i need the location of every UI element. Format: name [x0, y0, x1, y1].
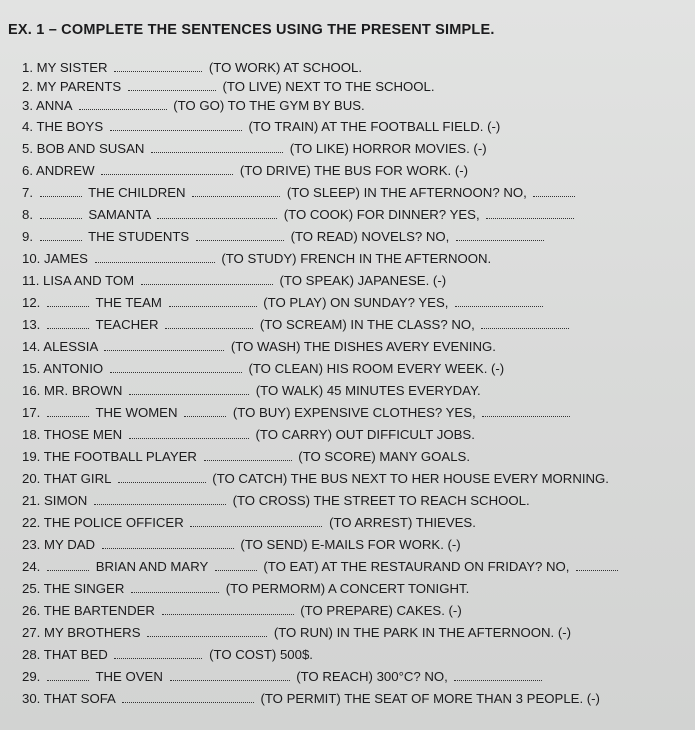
short-answer-blank[interactable] — [482, 405, 570, 417]
item-number: 16. — [22, 383, 41, 398]
sentence-25 — [22, 580, 469, 598]
item-verb-phrase: (TO WALK) 45 MINUTES EVERYDAY. — [255, 383, 481, 398]
answer-blank[interactable] — [192, 185, 280, 197]
question-blank[interactable] — [47, 669, 89, 681]
item-verb-phrase: (TO LIVE) NEXT TO THE SCHOOL. — [222, 79, 435, 94]
sentence-23 — [22, 536, 461, 554]
item-verb-phrase: (TO BUY) EXPENSIVE CLOTHES? YES, — [232, 405, 476, 420]
item-verb-phrase: (TO TRAIN) AT THE FOOTBALL FIELD. (-) — [248, 119, 501, 134]
item-number: 26. — [22, 603, 41, 618]
item-number: 17. — [22, 405, 41, 420]
sentence-2 — [22, 78, 435, 96]
answer-blank[interactable] — [215, 559, 257, 571]
sentence-28 — [22, 646, 313, 664]
item-number: 9. — [22, 229, 33, 244]
item-subject: THAT BED — [43, 647, 108, 662]
item-subject: TEACHER — [95, 317, 159, 332]
item-number: 23. — [22, 537, 41, 552]
item-number: 6. — [22, 163, 33, 178]
sentence-26 — [22, 602, 462, 620]
item-verb-phrase: (TO ARREST) THIEVES. — [329, 515, 476, 530]
item-verb-phrase: (TO CARRY) OUT DIFFICULT JOBS. — [255, 427, 475, 442]
item-subject: MY DAD — [44, 537, 96, 552]
answer-blank[interactable] — [169, 295, 257, 307]
item-subject: THE FOOTBALL PLAYER — [43, 449, 197, 464]
answer-blank[interactable] — [114, 647, 202, 659]
item-verb-phrase: (TO REACH) 300°C? NO, — [296, 669, 448, 684]
item-number: 29. — [22, 669, 41, 684]
sentence-18 — [22, 426, 475, 444]
item-number: 15. — [22, 361, 41, 376]
answer-blank[interactable] — [118, 471, 206, 483]
item-subject: THE BARTENDER — [43, 603, 155, 618]
item-number: 30. — [22, 691, 41, 706]
item-subject: ANNA — [35, 98, 72, 113]
sentence-5 — [22, 140, 487, 158]
answer-blank[interactable] — [79, 98, 167, 110]
item-verb-phrase: (TO SLEEP) IN THE AFTERNOON? NO, — [286, 185, 527, 200]
item-number: 8. — [22, 207, 33, 222]
item-verb-phrase: (TO WASH) THE DISHES AVERY EVENING. — [230, 339, 496, 354]
item-subject: MY SISTER — [36, 60, 108, 75]
answer-blank[interactable] — [162, 603, 294, 615]
answer-blank[interactable] — [204, 449, 292, 461]
answer-blank[interactable] — [147, 625, 267, 637]
answer-blank[interactable] — [102, 537, 234, 549]
sentence-21 — [22, 492, 530, 510]
item-number: 28. — [22, 647, 41, 662]
item-number: 18. — [22, 427, 41, 442]
sentence-29 — [22, 668, 545, 686]
sentence-20 — [22, 470, 609, 488]
short-answer-blank[interactable] — [576, 559, 618, 571]
sentence-17 — [22, 404, 573, 422]
item-number: 2. — [22, 79, 33, 94]
item-verb-phrase: (TO STUDY) FRENCH IN THE AFTERNOON. — [221, 251, 492, 266]
sentence-27 — [22, 624, 571, 642]
sentence-22 — [22, 514, 476, 532]
sentence-7 — [22, 184, 578, 202]
item-subject: MR. BROWN — [44, 383, 123, 398]
item-subject: THE SINGER — [43, 581, 125, 596]
item-verb-phrase: (TO WORK) AT SCHOOL. — [208, 60, 362, 75]
question-blank[interactable] — [40, 229, 82, 241]
sentence-16 — [22, 382, 481, 400]
item-verb-phrase: (TO COOK) FOR DINNER? YES, — [283, 207, 480, 222]
item-number: 21. — [22, 493, 41, 508]
item-number: 1. — [22, 60, 33, 75]
item-subject: THE TEAM — [95, 295, 162, 310]
item-verb-phrase: (TO PERMORM) A CONCERT TONIGHT. — [225, 581, 470, 596]
item-number: 5. — [22, 141, 33, 156]
short-answer-blank[interactable] — [533, 185, 575, 197]
item-verb-phrase: (TO PERMIT) THE SEAT OF MORE THAN 3 PEOPLE. (-) — [260, 691, 600, 706]
short-answer-blank[interactable] — [481, 317, 569, 329]
item-subject: ALESSIA — [43, 339, 98, 354]
answer-blank[interactable] — [128, 79, 216, 91]
item-subject: THE WOMEN — [95, 405, 178, 420]
short-answer-blank[interactable] — [454, 669, 542, 681]
short-answer-blank[interactable] — [456, 229, 544, 241]
item-number: 27. — [22, 625, 41, 640]
item-verb-phrase: (TO SCREAM) IN THE CLASS? NO, — [259, 317, 475, 332]
question-blank[interactable] — [47, 317, 89, 329]
sentence-19 — [22, 448, 470, 466]
item-subject: THAT GIRL — [43, 471, 111, 486]
item-number: 19. — [22, 449, 41, 464]
item-subject: MY BROTHERS — [44, 625, 141, 640]
item-number: 4. — [22, 119, 33, 134]
answer-blank[interactable] — [129, 427, 249, 439]
sentence-11 — [22, 272, 446, 290]
answer-blank[interactable] — [157, 207, 277, 219]
item-verb-phrase: (TO PLAY) ON SUNDAY? YES, — [263, 295, 449, 310]
item-number: 12. — [22, 295, 41, 310]
sentence-24 — [22, 558, 621, 576]
sentence-9 — [22, 228, 547, 246]
sentence-14 — [22, 338, 496, 356]
sentence-4 — [22, 118, 500, 136]
sentence-3 — [22, 97, 365, 115]
item-subject: ANTONIO — [43, 361, 104, 376]
short-answer-blank[interactable] — [455, 295, 543, 307]
question-blank[interactable] — [40, 207, 82, 219]
item-verb-phrase: (TO CROSS) THE STREET TO REACH SCHOOL. — [232, 493, 530, 508]
sentence-13 — [22, 316, 572, 334]
item-subject: THOSE MEN — [43, 427, 123, 442]
sentence-30 — [22, 690, 600, 708]
sentence-1 — [22, 59, 362, 77]
item-number: 7. — [22, 185, 33, 200]
item-subject: LISA AND TOM — [43, 273, 135, 288]
item-subject: THE BOYS — [36, 119, 104, 134]
answer-blank[interactable] — [94, 493, 226, 505]
item-subject: THAT SOFA — [43, 691, 116, 706]
answer-blank[interactable] — [110, 361, 242, 373]
item-verb-phrase: (TO READ) NOVELS? NO, — [290, 229, 450, 244]
item-number: 11. — [22, 273, 40, 288]
answer-blank[interactable] — [196, 229, 284, 241]
item-verb-phrase: (TO LIKE) HORROR MOVIES. (-) — [289, 141, 487, 156]
item-subject: SIMON — [44, 493, 88, 508]
item-subject: JAMES — [44, 251, 88, 266]
item-verb-phrase: (TO PREPARE) CAKES. (-) — [300, 603, 462, 618]
item-verb-phrase: (TO SPEAK) JAPANESE. (-) — [279, 273, 447, 288]
sentence-12 — [22, 294, 546, 312]
item-number: 3. — [22, 98, 33, 113]
item-verb-phrase: (TO CLEAN) HIS ROOM EVERY WEEK. (-) — [248, 361, 505, 376]
question-blank[interactable] — [40, 185, 82, 197]
item-subject: BRIAN AND MARY — [95, 559, 209, 574]
answer-blank[interactable] — [170, 669, 290, 681]
item-verb-phrase: (TO EAT) AT THE RESTAURAND ON FRIDAY? NO, — [263, 559, 570, 574]
item-subject: SAMANTA — [88, 207, 151, 222]
exercise-title: EX. 1 – COMPLETE THE SENTENCES USING THE PRESENT SIMPLE. — [8, 22, 495, 38]
item-number: 22. — [22, 515, 41, 530]
answer-blank[interactable] — [95, 251, 215, 263]
item-subject: BOB AND SUSAN — [36, 141, 145, 156]
answer-blank[interactable] — [122, 691, 254, 703]
answer-blank[interactable] — [165, 317, 253, 329]
answer-blank[interactable] — [190, 515, 322, 527]
item-verb-phrase: (TO SEND) E-MAILS FOR WORK. (-) — [240, 537, 461, 552]
sentence-6 — [22, 162, 468, 180]
item-verb-phrase: (TO CATCH) THE BUS NEXT TO HER HOUSE EVERY MORNING. — [212, 471, 609, 486]
answer-blank[interactable] — [129, 383, 249, 395]
item-number: 13. — [22, 317, 41, 332]
answer-blank[interactable] — [114, 60, 202, 72]
sentence-10 — [22, 250, 491, 268]
question-blank[interactable] — [47, 559, 89, 571]
answer-blank[interactable] — [131, 581, 219, 593]
answer-blank[interactable] — [110, 119, 242, 131]
item-number: 14. — [22, 339, 41, 354]
answer-blank[interactable] — [141, 273, 273, 285]
answer-blank[interactable] — [101, 163, 233, 175]
item-verb-phrase: (TO RUN) IN THE PARK IN THE AFTERNOON. (-) — [273, 625, 572, 640]
item-verb-phrase: (TO COST) 500$. — [209, 647, 313, 662]
item-subject: ANDREW — [35, 163, 95, 178]
item-subject: THE CHILDREN — [88, 185, 186, 200]
item-subject: THE OVEN — [95, 669, 163, 684]
item-verb-phrase: (TO DRIVE) THE BUS FOR WORK. (-) — [239, 163, 469, 178]
item-verb-phrase: (TO SCORE) MANY GOALS. — [298, 449, 471, 464]
answer-blank[interactable] — [184, 405, 226, 417]
short-answer-blank[interactable] — [486, 207, 574, 219]
answer-blank[interactable] — [151, 141, 283, 153]
question-blank[interactable] — [47, 295, 89, 307]
question-blank[interactable] — [47, 405, 89, 417]
sentence-15 — [22, 360, 504, 378]
item-number: 24. — [22, 559, 41, 574]
answer-blank[interactable] — [104, 339, 224, 351]
item-subject: THE STUDENTS — [88, 229, 190, 244]
item-number: 10. — [22, 251, 41, 266]
sentence-8 — [22, 206, 577, 224]
item-subject: THE POLICE OFFICER — [43, 515, 184, 530]
item-number: 20. — [22, 471, 41, 486]
item-number: 25. — [22, 581, 41, 596]
item-verb-phrase: (TO GO) TO THE GYM BY BUS. — [173, 98, 365, 113]
item-subject: MY PARENTS — [36, 79, 122, 94]
